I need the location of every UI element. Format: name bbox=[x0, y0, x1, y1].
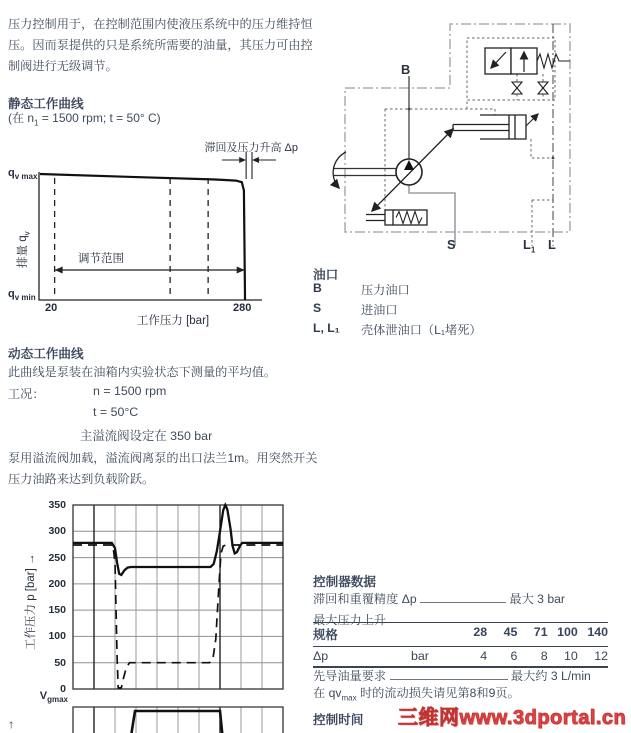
hysteresis-label: 滞回和重覆精度 Δp bbox=[313, 592, 417, 606]
port-code: S bbox=[313, 301, 322, 315]
control-time-title: 控制时间 bbox=[313, 713, 364, 727]
axes bbox=[39, 172, 262, 300]
table-header-row bbox=[313, 622, 608, 647]
table-cell: 8 bbox=[540, 649, 548, 663]
pressure-tick-label: 350 bbox=[48, 499, 66, 511]
pressure-tick-label: 300 bbox=[48, 525, 66, 538]
partial-ylabel-fragment: → bbox=[2, 719, 16, 731]
qvmax-label: $q_{v max}$ bbox=[8, 167, 38, 182]
table-cell: bar bbox=[411, 649, 429, 663]
pilot-value: 最大约 3 L/min bbox=[510, 669, 591, 683]
intro-paragraph: 压力控制用于，在控制范围内使液压系统中的压力维持恒压。因而泵提供的只是系统所需要的油量，其压力可由控制阀进行无级调节。 bbox=[8, 17, 313, 73]
condition-label: 工况： bbox=[8, 387, 45, 401]
hysteresis-annotation: 滞回及压力升高 Δp bbox=[204, 142, 298, 154]
qv-curve bbox=[40, 174, 245, 300]
dynamic-note: 泵用溢流阀加载，溢流阀离泵的出口法兰1m。用突然开关压力油路来达到负载阶跃。 bbox=[8, 451, 318, 486]
port-desc: 进油口 bbox=[361, 303, 398, 317]
port-label-b: B bbox=[401, 62, 411, 77]
pressure-rise-table bbox=[313, 622, 608, 668]
range-label: 调节范围 bbox=[78, 253, 124, 265]
static-subtitle: (在 $n_1 = 1500$ rpm; t = 50° C) bbox=[8, 111, 161, 128]
table-header-cell: 71 bbox=[533, 625, 548, 639]
hysteresis-value: 最大 3 bar bbox=[509, 592, 565, 606]
controller-title: 控制器数据 bbox=[313, 575, 376, 589]
pressure-tick-label: 200 bbox=[48, 577, 66, 590]
fill-line bbox=[390, 668, 508, 680]
vgmax-label: $V_{gmax}$ bbox=[39, 690, 68, 705]
hysteresis-row bbox=[313, 590, 613, 607]
condition-line: n = 1500 rpm bbox=[93, 384, 167, 398]
port-code: L, L₁ bbox=[313, 321, 340, 335]
hydraulic-circuit-diagram bbox=[330, 12, 631, 258]
arrowhead bbox=[239, 157, 246, 163]
table-header-cell: 140 bbox=[587, 625, 608, 639]
pressure-tick-label: 50 bbox=[54, 656, 66, 669]
arrowhead bbox=[252, 157, 259, 163]
watermark: 三维网www.3dportal.cn bbox=[398, 707, 627, 729]
bias-piston bbox=[366, 210, 427, 225]
port-row bbox=[313, 281, 613, 298]
orifice-icon bbox=[512, 82, 522, 94]
table-cell: 4 bbox=[480, 649, 488, 663]
table-cell: 12 bbox=[594, 649, 608, 663]
port-row bbox=[313, 301, 613, 318]
table-header-cell: 28 bbox=[473, 625, 488, 639]
pressure-tick-label: 100 bbox=[48, 630, 66, 643]
table-header-cell: 45 bbox=[503, 625, 518, 639]
port-desc: 壳体泄油口（L₁堵死） bbox=[361, 323, 482, 337]
arrowhead bbox=[237, 267, 245, 274]
static-xlabel: 工作压力 [bar] bbox=[136, 315, 210, 327]
port-code: B bbox=[313, 281, 322, 295]
static-ylabel: 排量 $q_v$ bbox=[17, 231, 32, 268]
x-tick-280: 280 bbox=[233, 302, 252, 314]
pressure-tick-label: 250 bbox=[48, 551, 66, 564]
ports-title: 油口 bbox=[313, 268, 339, 282]
port-row bbox=[313, 321, 613, 338]
table-cell: 10 bbox=[564, 649, 578, 663]
dynamic-desc: 此曲线是泵装在油箱内实验状态下测量的平均值。 bbox=[8, 365, 277, 379]
pilot-label: 先导油量要求 bbox=[313, 669, 387, 683]
section-title-static: 静态工作曲线 bbox=[8, 97, 84, 111]
stroking-cylinder bbox=[453, 115, 526, 139]
cylinder-adjust-arrow bbox=[526, 114, 538, 126]
table-data-row bbox=[313, 647, 608, 668]
table-header-cell: 规格 bbox=[313, 628, 338, 642]
pressure-tick-label: 150 bbox=[48, 604, 66, 617]
variable-displacement-arrow bbox=[372, 129, 453, 211]
dynamic-curve-chart bbox=[43, 495, 293, 733]
junction-dot bbox=[408, 108, 411, 111]
section-title-dynamic: 动态工作曲线 bbox=[8, 347, 84, 361]
table-header-cell bbox=[411, 625, 457, 643]
fill-line bbox=[420, 591, 506, 603]
loss-note: 在 $qv_{max}$ 时的流动损失请见第8和9页。 bbox=[313, 686, 520, 703]
table-cell: Δp bbox=[313, 649, 329, 663]
condition-line: 主溢流阀设定在 350 bar bbox=[80, 429, 213, 443]
table-header-cell: 100 bbox=[557, 625, 578, 639]
qvmin-label: $q_{v min}$ bbox=[8, 288, 36, 303]
pressure-control-valve bbox=[485, 48, 537, 74]
arrowhead bbox=[55, 267, 63, 274]
displacement-curve bbox=[125, 711, 226, 733]
orifice-icon bbox=[538, 82, 548, 94]
pilot-row bbox=[313, 667, 613, 684]
port-label-s: S bbox=[447, 237, 456, 252]
pressure-tick-label: 0 bbox=[60, 683, 66, 695]
port-label-l: L bbox=[548, 237, 556, 252]
rise-label: 最大压力上升 bbox=[313, 613, 387, 627]
junction-dot bbox=[552, 157, 555, 160]
port-desc: 压力油口 bbox=[361, 283, 410, 297]
pressure-axis-label: 工作压力 p [bar] → bbox=[25, 553, 37, 650]
port-label-l1: $L_1$ bbox=[523, 237, 536, 255]
table-cell: 6 bbox=[510, 649, 518, 663]
rotation-arrow bbox=[333, 152, 346, 188]
condition-line: t = 50°C bbox=[93, 405, 139, 419]
x-tick-20: 20 bbox=[45, 302, 58, 314]
